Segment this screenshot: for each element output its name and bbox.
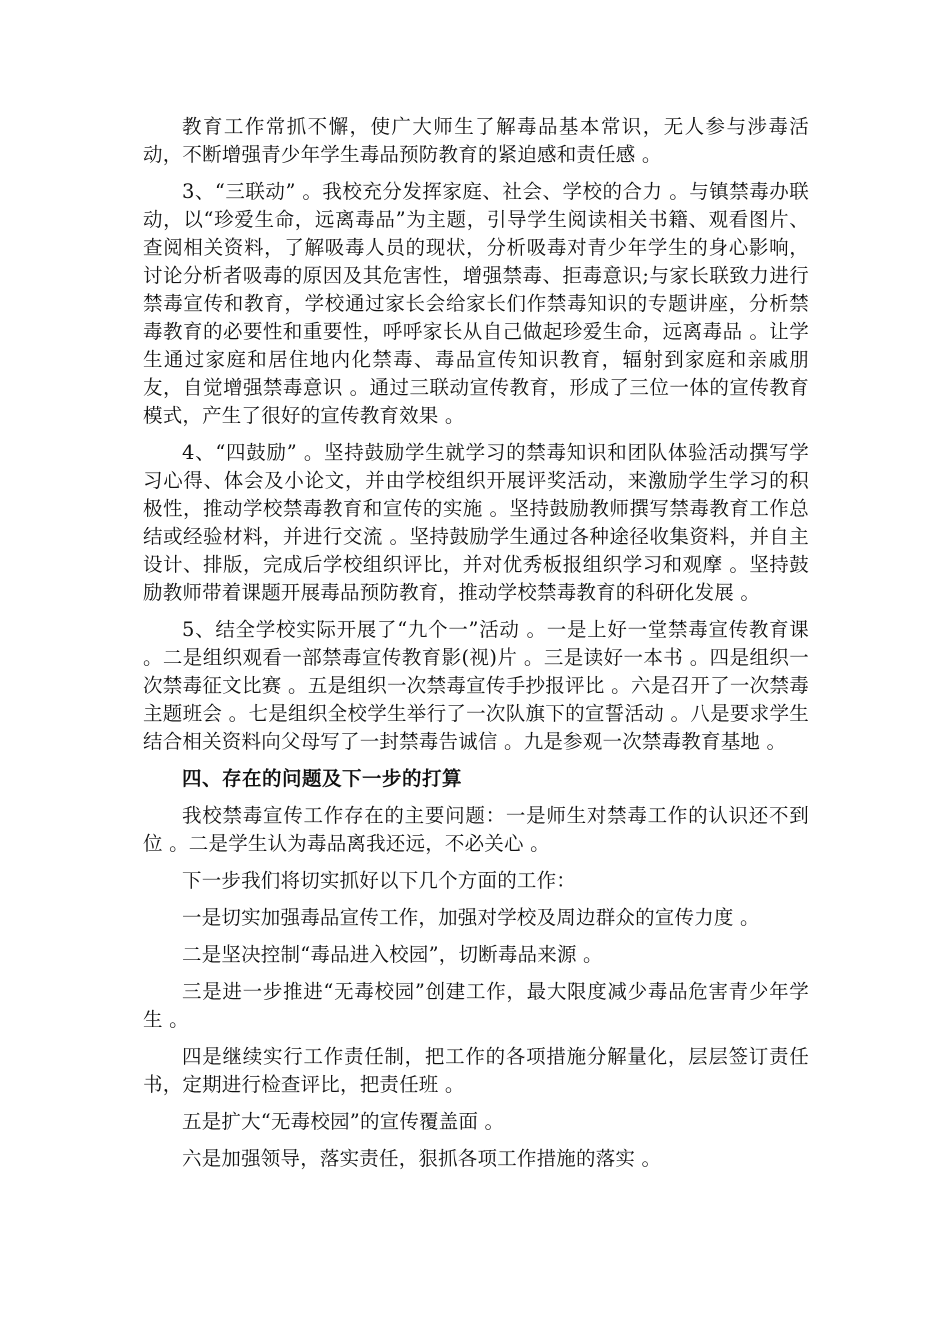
paragraph-nine-ones: 5、结全学校实际开展了“九个一”活动 。一是上好一堂禁毒宣传教育课 。二是组织观看一部禁毒宣传教育影(视)片 。三是读好一本书 。四是组织一次禁毒征文比赛 。五是组织一次禁毒宣传手抄报评比 。六是召开了一次禁毒主题班会 。七是组织全校学生举行了一次队旗下的宣誓活动 。八是要求学生结合相关资料向父母写了一封禁毒告诚信 。九是参观一次禁毒教育基地 。 xyxy=(143,618,809,753)
paragraph-step-five: 五是扩大“无毒校园”的宣传覆盖面 。 xyxy=(182,1110,505,1133)
paragraph-step-six: 六是加强领导，落实责任，狠抓各项工作措施的落实 。 xyxy=(182,1147,662,1170)
paragraph-step-one: 一是切实加强毒品宣传工作，加强对学校及周边群众的宣传力度 。 xyxy=(182,906,760,929)
paragraph-education-work: 教育工作常抓不懈，使广大师生了解毒品基本常识，无人参与涉毒活动，不断增强青少年学生毒品预防教育的紧迫感和责任感 。 xyxy=(143,115,809,166)
paragraph-three-linkage: 3、“三联动” 。我校充分发挥家庭、社会、学校的合力 。与镇禁毒办联动，以“珍爱生命，远离毒品”为主题，引导学生阅读相关书籍、观看图片、查阅相关资料，了解吸毒人员的现状，分析吸毒对青少年学生的身心影响，讨论分析者吸毒的原因及其危害性，增强禁毒、拒毒意识;与家长联致力进行禁毒宣传和教育，学校通过家长会给家长们作禁毒知识的专题讲座，分析禁毒教育的必要性和重要性，呼呼家长从自己做起珍爱生命，远离毒品 。让学生通过家庭和居住地内化禁毒、毒品宣传知识教育，辐射到家庭和亲戚朋友，自觉增强禁毒意识 。通过三联动宣传教育，形成了三位一体的宣传教育模式，产生了很好的宣传教育效果 。 xyxy=(143,180,809,427)
paragraph-four-encouragements: 4、“四鼓励” 。坚持鼓励学生就学习的禁毒知识和团队体验活动撰写学习心得、体会及小论文，并由学校组织开展评奖活动，来激励学生学习的积极性，推动学校禁毒教育和宣传的实施 。坚持鼓励教师撰写禁毒教育工作总结或经验材料，并进行交流 。坚持鼓励学生通过各种途径收集资料，并自主设计、排版，完成后学校组织评比，并对优秀板报组织学习和观摩 。坚持鼓励教师带着课题开展毒品预防教育，推动学校禁毒教育的科研化发展 。 xyxy=(143,441,809,604)
section-heading: 四、存在的问题及下一步的打算 xyxy=(182,767,463,790)
document-page xyxy=(143,113,809,1182)
paragraph-step-two: 二是坚决控制“毒品进入校园”，切断毒品来源 。 xyxy=(182,943,603,966)
paragraph-next-steps-intro: 下一步我们将切实抓好以下几个方面的工作： xyxy=(182,869,577,892)
paragraph-step-four: 四是继续实行工作责任制，把工作的各项措施分解量化，层层签订责任书，定期进行检查评比，把责任班 。 xyxy=(143,1045,809,1096)
paragraph-main-problems: 我校禁毒宣传工作存在的主要问题：一是师生对禁毒工作的认识还不到位 。二是学生认为毒品离我还远，不必关心 。 xyxy=(143,804,809,855)
paragraph-step-three: 三是进一步推进“无毒校园”创建工作，最大限度减少毒品危害青少年学生 。 xyxy=(143,980,809,1031)
